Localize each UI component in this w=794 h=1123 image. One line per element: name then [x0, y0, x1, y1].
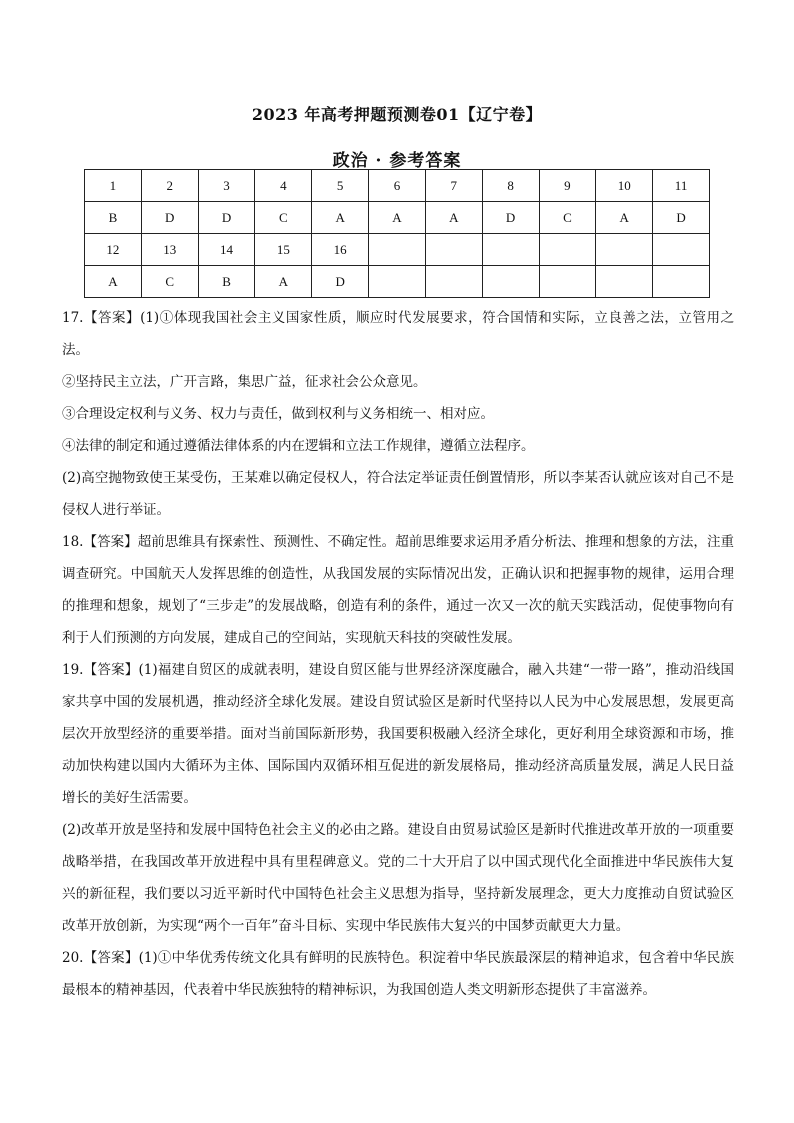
- table-cell: [653, 234, 710, 266]
- page-subtitle: 政治 · 参考答案: [332, 151, 462, 171]
- table-cell: [596, 234, 653, 266]
- table-cell: 5: [312, 170, 369, 202]
- answer-content: [62, 302, 734, 1006]
- table-cell: 13: [141, 234, 198, 266]
- table-cell: [482, 234, 539, 266]
- table-cell: 1: [85, 170, 142, 202]
- table-cell: 7: [425, 170, 482, 202]
- table-cell: A: [255, 266, 312, 298]
- paragraph: 17.【答案】(1)①体现我国社会主义国家性质，顺应时代发展要求，符合国情和实际，立良善之法，立管用之法。: [62, 310, 734, 358]
- table-cell: D: [312, 266, 369, 298]
- table-cell: 2: [141, 170, 198, 202]
- table-cell: C: [255, 202, 312, 234]
- table-row: [85, 202, 710, 234]
- paragraph: (2)高空抛物致使王某受伤，王某难以确定侵权人，符合法定举证责任倒置情形，所以李某否认就应该对自己不是侵权人进行举证。: [62, 470, 734, 518]
- table-cell: [539, 266, 596, 298]
- table-cell: [596, 266, 653, 298]
- table-cell: 9: [539, 170, 596, 202]
- table-cell: D: [482, 202, 539, 234]
- table-cell: 8: [482, 170, 539, 202]
- table-cell: 11: [653, 170, 710, 202]
- table-cell: [653, 266, 710, 298]
- table-cell: [369, 266, 426, 298]
- table-row: [85, 234, 710, 266]
- table-cell: 12: [85, 234, 142, 266]
- table-cell: [425, 266, 482, 298]
- table-cell: [425, 234, 482, 266]
- table-cell: 10: [596, 170, 653, 202]
- table-cell: 6: [369, 170, 426, 202]
- table-row: [85, 170, 710, 202]
- paragraph: (2)改革开放是坚持和发展中国特色社会主义的必由之路。建设自由贸易试验区是新时代推进改革开放的一项重要战略举措，在我国改革开放进程中具有里程碑意义。党的二十大开启了以中国式现代化全面推进中华民族伟大复兴的新征程，我们要以习近平新时代中国特色社会主义思想为指导，坚持新发展理念，更大力度推动自贸试验区改革开放创新，为实现“两个一百年”奋斗目标、实现中华民族伟大复兴的中国梦贡献更大力量。: [62, 822, 734, 934]
- table-cell: 16: [312, 234, 369, 266]
- table-cell: 14: [198, 234, 255, 266]
- table-cell: D: [653, 202, 710, 234]
- table-cell: [369, 234, 426, 266]
- table-cell: A: [312, 202, 369, 234]
- paragraph: 20.【答案】(1)①中华优秀传统文化具有鲜明的民族特色。积淀着中华民族最深层的精神追求，包含着中华民族最根本的精神基因，代表着中华民族独特的精神标识，为我国创造人类文明新形态提供了丰富滋养。: [62, 950, 734, 998]
- table-cell: C: [141, 266, 198, 298]
- table-cell: B: [198, 266, 255, 298]
- table-cell: [539, 234, 596, 266]
- table-cell: B: [85, 202, 142, 234]
- table-cell: A: [425, 202, 482, 234]
- answer-table: [84, 169, 710, 298]
- table-cell: A: [85, 266, 142, 298]
- table-cell: [482, 266, 539, 298]
- table-cell: 15: [255, 234, 312, 266]
- table-cell: A: [369, 202, 426, 234]
- table-cell: A: [596, 202, 653, 234]
- paragraph: ③合理设定权利与义务、权力与责任，做到权利与义务相统一、相对应。: [62, 406, 494, 422]
- table-cell: 3: [198, 170, 255, 202]
- table-cell: D: [198, 202, 255, 234]
- paragraph: 18.【答案】超前思维具有探索性、预测性、不确定性。超前思维要求运用矛盾分析法、推理和想象的方法，注重调查研究。中国航天人发挥思维的创造性，从我国发展的实际情况出发，正确认识和把握事物的规律，运用合理的推理和想象，规划了“三步走”的发展战略，创造有利的条件，通过一次又一次的航天实践活动，促使事物向有利于人们预测的方向发展，建成自己的空间站，实现航天科技的突破性发展。: [62, 534, 734, 646]
- table-row: [85, 266, 710, 298]
- page-title: 2023 年高考押题预测卷01【辽宁卷】: [251, 105, 543, 124]
- table-cell: 4: [255, 170, 312, 202]
- paragraph: ②坚持民主立法，广开言路，集思广益，征求社会公众意见。: [62, 374, 427, 390]
- paragraph: 19.【答案】(1)福建自贸区的成就表明，建设自贸区能与世界经济深度融合，融入共建“一带一路”，推动沿线国家共享中国的发展机遇，推动经济全球化发展。建设自贸试验区是新时代坚持以人民为中心发展思想，发展更高层次开放型经济的重要举措。面对当前国际新形势，我国要积极融入经济全球化，更好利用全球资源和市场，推动加快构建以国内大循环为主体、国际国内双循环相互促进的新发展格局，推动经济高质量发展，满足人民日益增长的美好生活需要。: [62, 662, 734, 806]
- table-cell: C: [539, 202, 596, 234]
- table-cell: D: [141, 202, 198, 234]
- paragraph: ④法律的制定和通过遵循法律体系的内在逻辑和立法工作规律，遵循立法程序。: [62, 438, 535, 454]
